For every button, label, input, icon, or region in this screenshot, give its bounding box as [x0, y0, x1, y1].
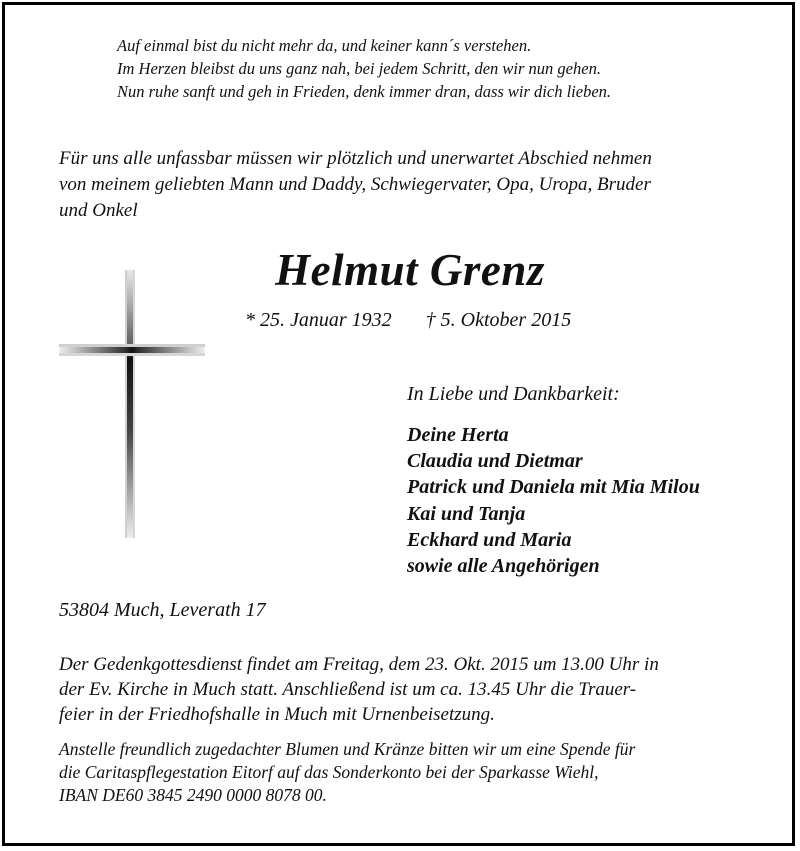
donation-line: IBAN DE60 3845 2490 0000 8078 00. [59, 785, 327, 805]
mourner-name: Claudia und Dietmar [407, 450, 583, 473]
life-dates [245, 306, 571, 334]
mourners-list [407, 422, 700, 579]
intro-line: von meinem geliebten Mann und Daddy, Schwiegervater, Opa, Uropa, Bruder [59, 174, 651, 195]
death-date: † 5. Oktober 2015 [425, 309, 572, 331]
mourner-name: Kai und Tanja [407, 502, 526, 525]
birth-date: * 25. Januar 1932 [245, 309, 392, 331]
intro-line: und Onkel [59, 200, 138, 221]
deceased-name: Helmut Grenz [275, 245, 545, 295]
mourner-name: sowie alle Angehörigen [407, 555, 600, 578]
cross-icon [59, 270, 205, 538]
thanks-line: In Liebe und Dankbarkeit: [407, 383, 620, 405]
address: 53804 Much, Leverath 17 [59, 599, 266, 621]
mourner-name: Patrick und Daniela mit Mia Milou [407, 476, 700, 499]
service-notice [59, 652, 659, 727]
mourner-name: Eckhard und Maria [407, 528, 572, 551]
poem [117, 34, 611, 103]
service-line: feier in der Friedhofshalle in Much mit Urnenbeisetzung. [59, 704, 495, 725]
donation-line: die Caritaspflegestation Eitorf auf das Sonderkonto bei der Sparkasse Wiehl, [59, 762, 599, 782]
intro-line: Für uns alle unfassbar müssen wir plötzlich und unerwartet Abschied nehmen [59, 148, 652, 169]
donation-notice [59, 738, 635, 807]
service-line: Der Gedenkgottesdienst findet am Freitag, dem 23. Okt. 2015 um 13.00 Uhr in [59, 654, 659, 675]
poem-line: Nun ruhe sanft und geh in Frieden, denk immer dran, dass wir dich lieben. [117, 82, 612, 101]
intro-text [59, 146, 759, 224]
poem-line: Auf einmal bist du nicht mehr da, und keiner kann´s verstehen. [117, 36, 532, 55]
service-line: der Ev. Kirche in Much statt. Anschließend ist um ca. 13.45 Uhr die Trauer- [59, 679, 637, 700]
donation-line: Anstelle freundlich zugedachter Blumen und Kränze bitten wir um eine Spende für [59, 739, 636, 759]
mourner-name: Deine Herta [407, 424, 509, 446]
poem-line: Im Herzen bleibst du uns ganz nah, bei jedem Schritt, den wir nun gehen. [117, 59, 601, 78]
